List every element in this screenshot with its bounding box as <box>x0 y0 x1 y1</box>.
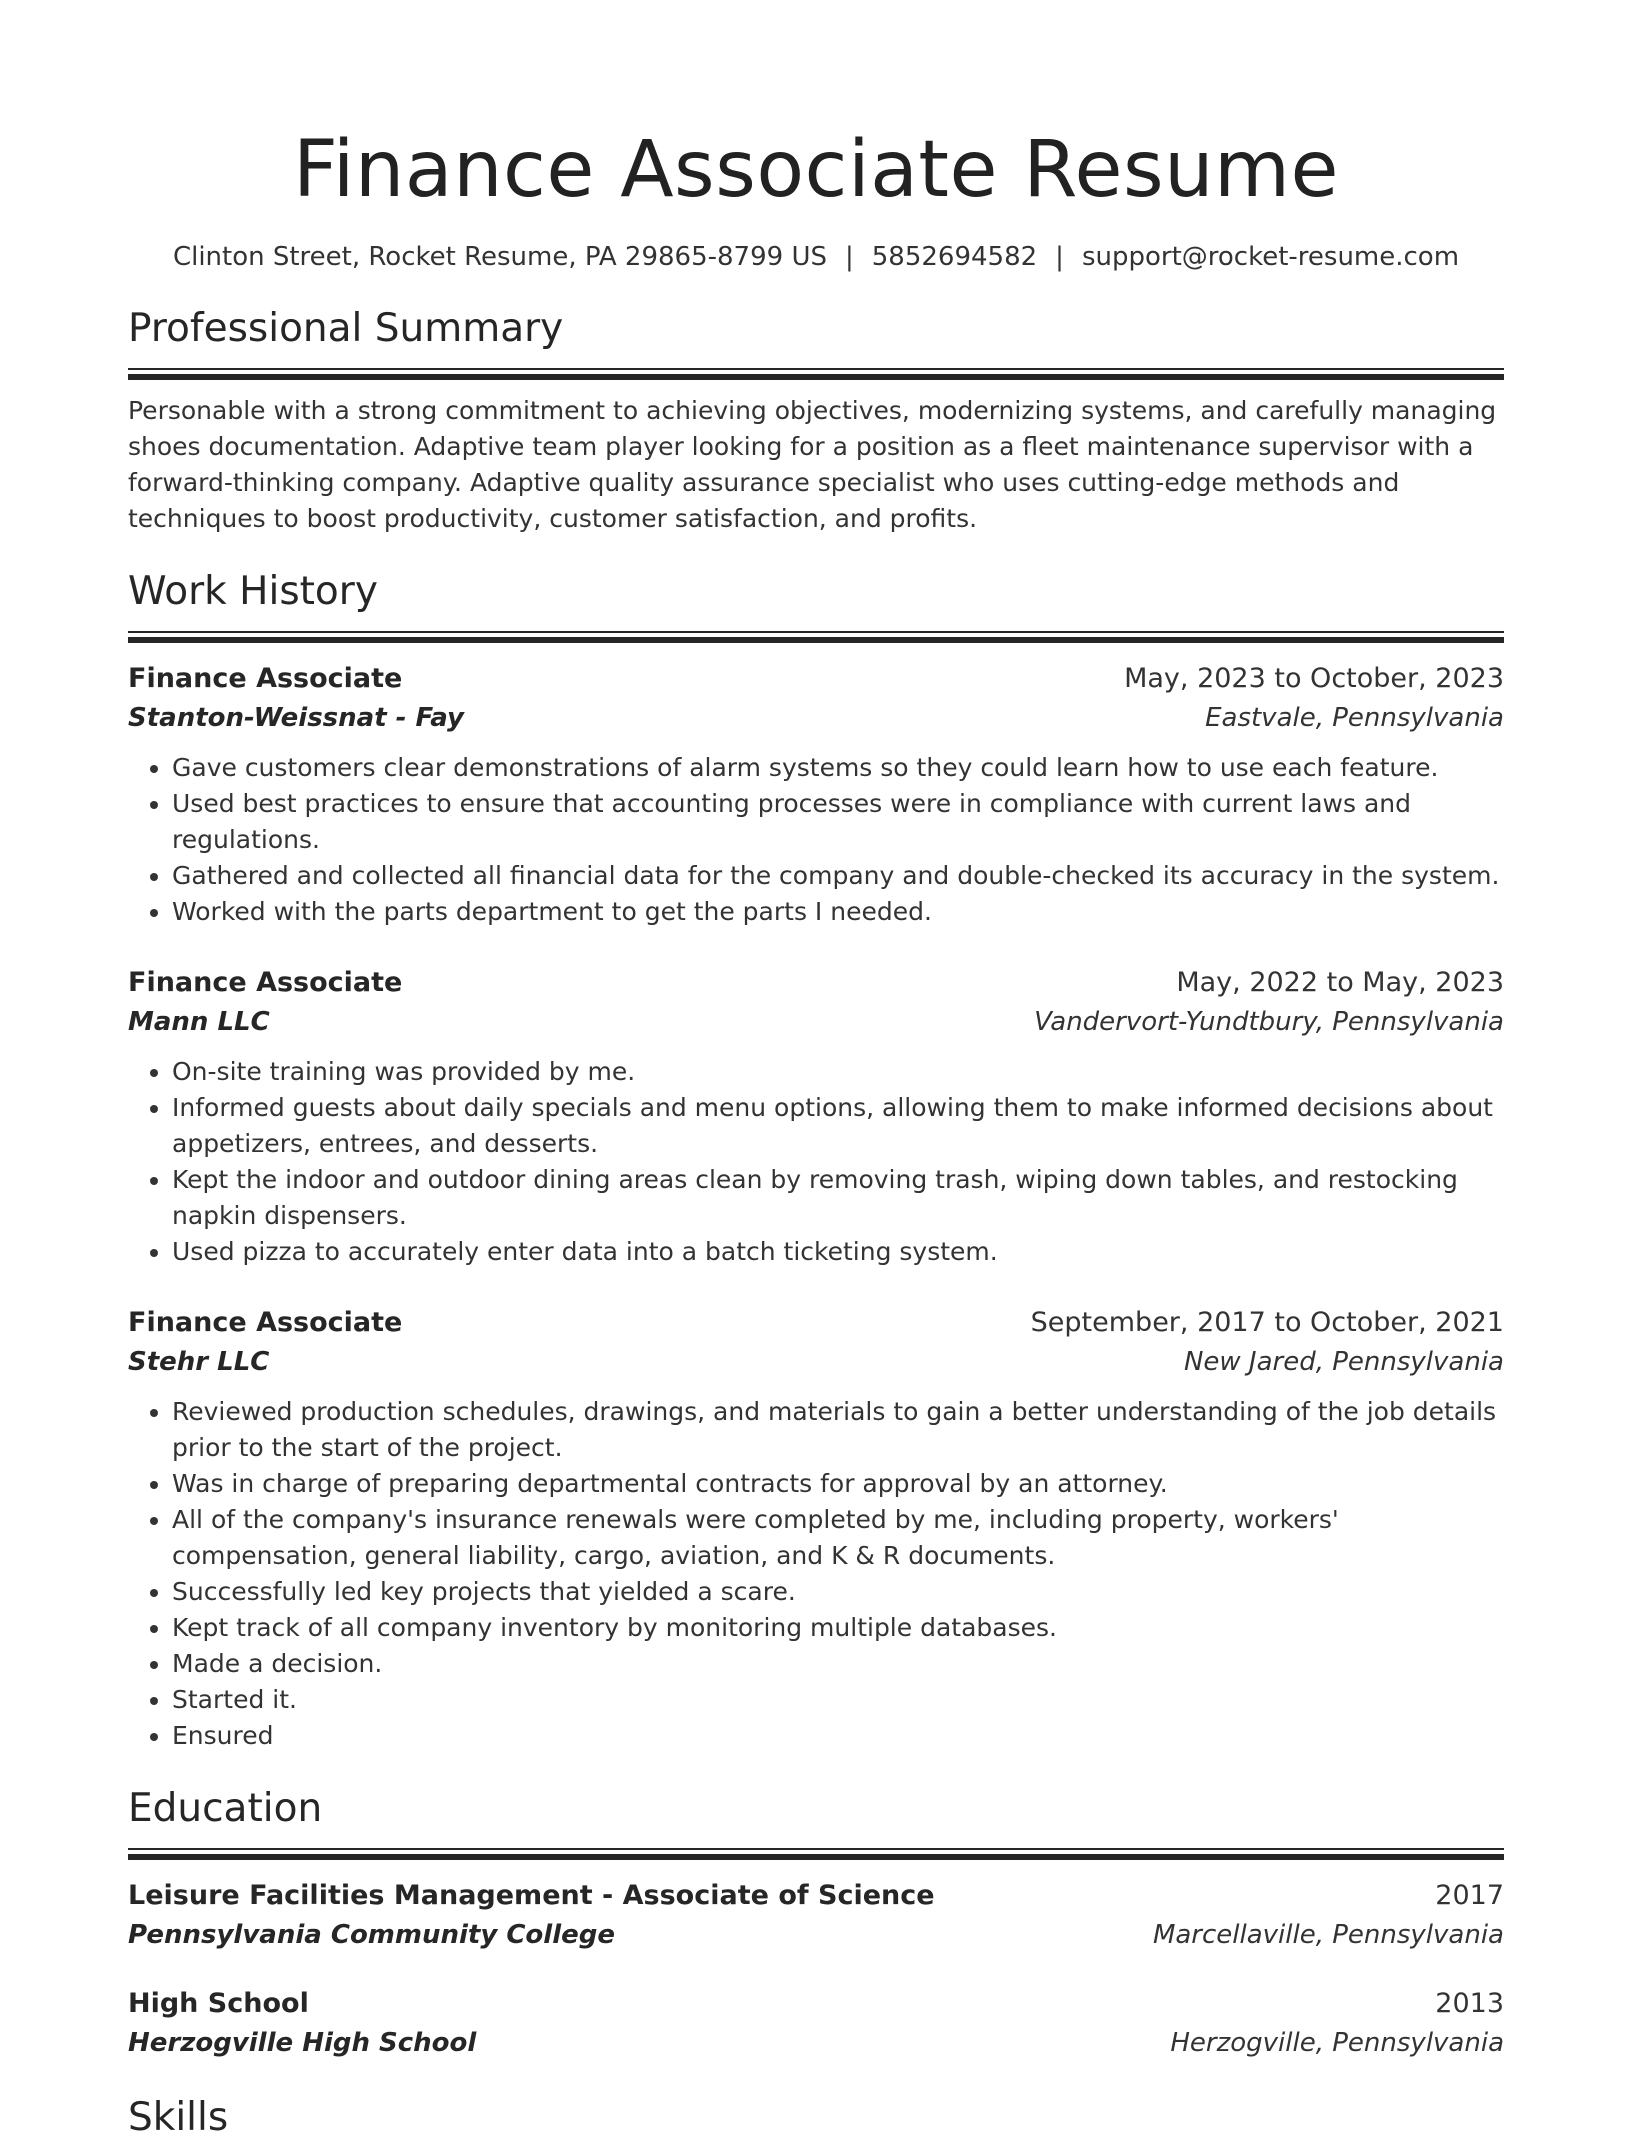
education-school: Herzogville High School <box>128 2028 477 2058</box>
list-item: • Used best practices to ensure that accounting processes were in compliance with current laws and regulations. <box>172 786 1504 858</box>
education-entry <box>128 1877 1504 1955</box>
section-divider <box>128 631 1504 642</box>
job-entry <box>128 1304 1504 1754</box>
education-degree: High School <box>128 1988 309 2019</box>
list-item: • Gave customers clear demonstrations of alarm systems so they could learn how to use each feature. <box>172 750 1504 786</box>
list-item: • All of the company's insurance renewals were completed by me, including property, workers' compensation, general liability, cargo, aviation, and K & R documents. <box>172 1502 1504 1574</box>
job-entry <box>128 964 1504 1270</box>
section-heading: Professional Summary <box>128 306 564 351</box>
section-heading: Skills <box>128 2095 229 2140</box>
education-location: Marcellaville, Pennsylvania <box>1152 1920 1504 1950</box>
list-item: • On-site training was provided by me. <box>172 1054 1504 1090</box>
job-company: Stehr LLC <box>128 1347 270 1377</box>
education-section <box>128 1784 1504 2063</box>
job-entry <box>128 660 1504 930</box>
list-item: • Started it. <box>172 1682 1504 1718</box>
education-school: Pennsylvania Community College <box>128 1920 615 1950</box>
contact-line <box>128 240 1504 274</box>
list-item: • Informed guests about daily specials and menu options, allowing them to make informed decisions about appetizers, entrees, and desserts. <box>172 1090 1504 1162</box>
list-item: • Gathered and collected all financial data for the company and double-checked its accuracy in the system. <box>172 858 1504 894</box>
job-location: Vandervort-Yundtbury, Pennsylvania <box>1034 1007 1504 1037</box>
list-item: • Worked with the parts department to get the parts I needed. <box>172 894 1504 930</box>
education-location: Herzogville, Pennsylvania <box>1170 2028 1504 2058</box>
job-bullets <box>128 750 1504 930</box>
list-item: • Successfully led key projects that yielded a scare. <box>172 1574 1504 1610</box>
contact-email: support@rocket-resume.com <box>1081 242 1460 272</box>
list-item: • Kept track of all company inventory by monitoring multiple databases. <box>172 1610 1504 1646</box>
job-company: Mann LLC <box>128 1007 270 1037</box>
list-item: • Used pizza to accurately enter data into a batch ticketing system. <box>172 1234 1504 1270</box>
job-title: Finance Associate <box>128 967 403 998</box>
job-dates: September, 2017 to October, 2021 <box>1030 1307 1504 1338</box>
section-divider <box>128 1848 1504 1859</box>
work-history-section <box>128 567 1504 1754</box>
list-item: • Reviewed production schedules, drawings, and materials to gain a better understanding of the job details prior to the start of the project. <box>172 1394 1504 1466</box>
education-degree: Leisure Facilities Management - Associate of Science <box>128 1880 935 1911</box>
contact-phone: 5852694582 <box>871 242 1038 272</box>
job-bullets <box>128 1394 1504 1754</box>
summary-text: Personable with a strong commitment to achieving objectives, modernizing systems, and carefully managing shoes documentation. Adaptive team player looking for a position as a fleet maintenance supervisor with a forward-thinking company. Adaptive quality assurance specialist who uses cutting-edge methods and techniques to boost productivity, customer satisfaction, and profits. <box>128 396 1497 533</box>
contact-address: Clinton Street, Rocket Resume, PA 29865-8799 US <box>172 242 827 272</box>
education-entry <box>128 1985 1504 2063</box>
job-company: Stanton-Weissnat - Fay <box>128 703 464 733</box>
education-year: 2017 <box>1435 1880 1504 1911</box>
contact-separator: | <box>844 242 854 272</box>
job-title: Finance Associate <box>128 1307 403 1338</box>
job-location: Eastvale, Pennsylvania <box>1205 703 1504 733</box>
list-item: • Kept the indoor and outdoor dining areas clean by removing trash, wiping down tables, and restocking napkin dispensers. <box>172 1162 1504 1234</box>
job-dates: May, 2022 to May, 2023 <box>1176 967 1504 998</box>
job-dates: May, 2023 to October, 2023 <box>1124 663 1504 694</box>
list-item: • Ensured <box>172 1718 1504 1754</box>
job-location: New Jared, Pennsylvania <box>1183 1347 1504 1377</box>
section-heading: Education <box>128 1786 323 1831</box>
summary-section <box>128 304 1504 537</box>
job-bullets <box>128 1054 1504 1270</box>
section-divider <box>128 368 1504 379</box>
list-item: • Was in charge of preparing departmental contracts for approval by an attorney. <box>172 1466 1504 1502</box>
job-title: Finance Associate <box>128 663 403 694</box>
list-item: • Made a decision. <box>172 1646 1504 1682</box>
resume-title: Finance Associate Resume <box>293 125 1339 215</box>
contact-separator: | <box>1055 242 1064 272</box>
education-year: 2013 <box>1435 1988 1504 2019</box>
skills-section <box>128 2093 1504 2143</box>
section-heading: Work History <box>128 569 378 614</box>
